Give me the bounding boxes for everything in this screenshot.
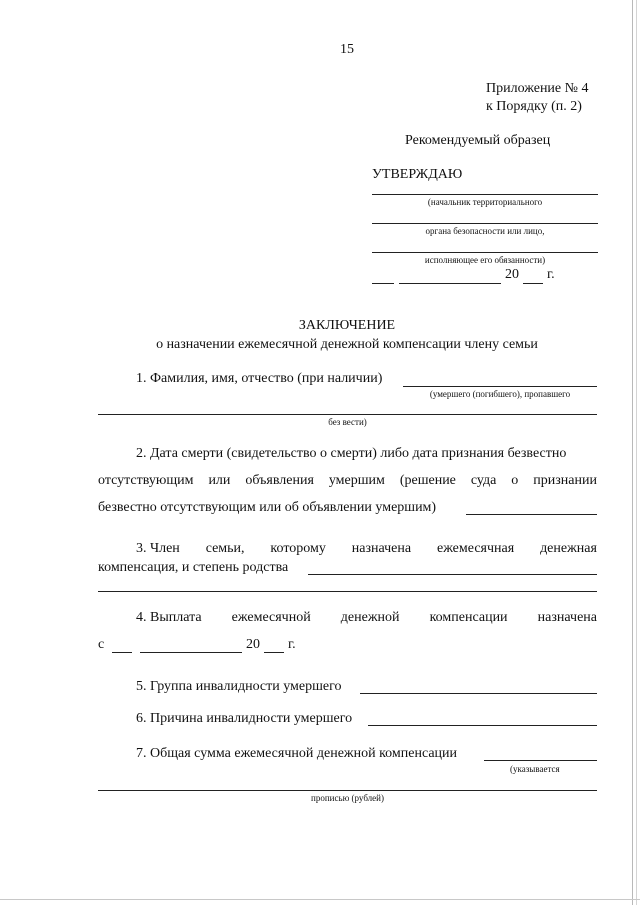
- item-1-blank: [98, 414, 597, 415]
- item-7-caption: прописью (рублей): [311, 793, 384, 803]
- item-3-blank: [98, 591, 597, 592]
- item-7-blank: [98, 790, 597, 791]
- item-1-label: 1. Фамилия, имя, отчество (при наличии): [136, 371, 383, 386]
- sample-label: Рекомендуемый образец: [405, 133, 551, 148]
- item-7-blank: [484, 760, 597, 761]
- item-2-blank: [466, 514, 597, 515]
- day-blank: [372, 283, 394, 284]
- item-7-label: 7. Общая сумма ежемесячной денежной компенсации: [136, 746, 458, 761]
- approve-caption: органа безопасности или лицо,: [425, 226, 545, 236]
- item-5-blank: [360, 693, 597, 694]
- item-1-caption: без вести): [328, 417, 367, 427]
- signature-line: [372, 252, 598, 253]
- page-edge: [632, 0, 633, 905]
- year-blank: [523, 283, 543, 284]
- word: назначена: [351, 541, 412, 556]
- word: признании: [533, 473, 597, 488]
- item-6-label: 6. Причина инвалидности умершего: [136, 711, 353, 726]
- word: о: [511, 473, 519, 488]
- document-subtitle: о назначении ежемесячной денежной компенсации члену семьи: [156, 337, 538, 352]
- word: денежная: [540, 541, 597, 556]
- item-3-line: [136, 541, 597, 557]
- page-number: 15: [340, 42, 354, 57]
- signature-line: [372, 194, 598, 195]
- item-3-line: компенсация, и степень родства: [98, 560, 289, 575]
- word: ежемесячная: [436, 541, 515, 556]
- word: назначена: [537, 610, 597, 625]
- word: денежной: [340, 610, 400, 625]
- word: или: [208, 473, 231, 488]
- item-6-blank: [368, 725, 597, 726]
- appendix-reference: к Порядку (п. 2): [486, 99, 582, 114]
- item-7-caption: (указывается: [510, 764, 560, 774]
- word: 3. Член: [136, 541, 180, 556]
- item-4-year-prefix: 20: [246, 637, 260, 652]
- word: которому: [270, 541, 326, 556]
- item-1-blank: [403, 386, 597, 387]
- item-3-blank: [308, 574, 597, 575]
- month-blank: [399, 283, 501, 284]
- word: отсутствующим: [98, 473, 194, 488]
- item-1-caption: (умершего (погибшего), пропавшего: [429, 389, 571, 399]
- appendix-title: Приложение № 4: [486, 81, 589, 96]
- year-suffix: г.: [547, 267, 555, 282]
- approve-caption: исполняющее его обязанности): [424, 255, 546, 265]
- page-edge: [0, 899, 640, 900]
- item-5-label: 5. Группа инвалидности умершего: [136, 679, 342, 694]
- page-edge: [636, 0, 637, 905]
- document-title: ЗАКЛЮЧЕНИЕ: [298, 318, 396, 333]
- word: семьи,: [205, 541, 245, 556]
- approve-title: УТВЕРЖДАЮ: [372, 167, 463, 182]
- word: суда: [470, 473, 497, 488]
- item-4-line: [136, 610, 597, 626]
- word: умершим: [328, 473, 385, 488]
- signature-line: [372, 223, 598, 224]
- day-blank: [112, 652, 132, 653]
- year-blank: [264, 652, 284, 653]
- item-2-line: [98, 473, 597, 489]
- word: ежемесячной: [231, 610, 311, 625]
- word: компенсации: [429, 610, 508, 625]
- word: 4. Выплата: [136, 610, 202, 625]
- item-4-year-suffix: г.: [288, 637, 296, 652]
- item-2-line: 2. Дата смерти (свидетельство о смерти) либо дата признания безвестно: [136, 446, 567, 461]
- item-2-line: безвестно отсутствующим или об объявлении умершим): [98, 500, 437, 515]
- month-blank: [140, 652, 242, 653]
- word: (решение: [399, 473, 456, 488]
- word: объявления: [245, 473, 314, 488]
- year-prefix: 20: [505, 267, 519, 282]
- approve-caption: (начальник территориального: [427, 197, 543, 207]
- item-4-date-prefix: с: [98, 637, 105, 652]
